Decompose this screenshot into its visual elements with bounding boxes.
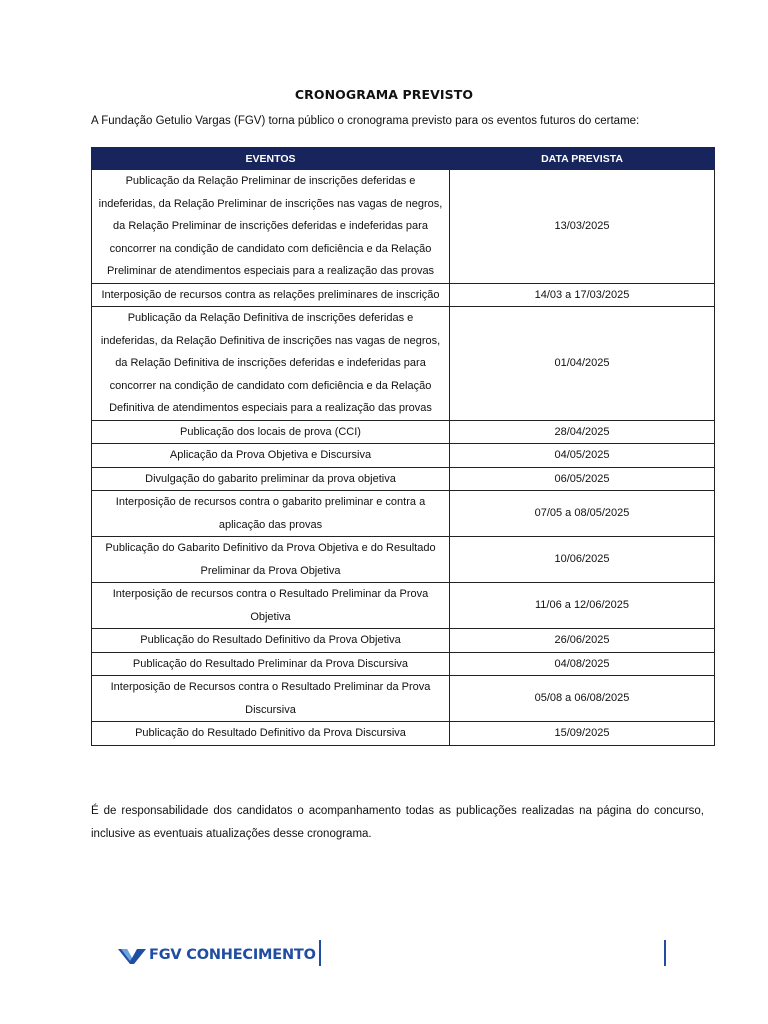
column-header-date: DATA PREVISTA (450, 148, 715, 170)
event-cell: Publicação do Resultado Definitivo da Prova Objetiva (92, 629, 450, 653)
date-cell: 06/05/2025 (450, 467, 715, 491)
table-row (92, 652, 715, 676)
column-header-events: EVENTOS (92, 148, 450, 170)
table-header-row (92, 148, 715, 170)
event-cell: Publicação do Gabarito Definitivo da Prova Objetiva e do Resultado Preliminar da Prova Objetiva (92, 537, 450, 583)
schedule-table (91, 147, 715, 746)
fgv-arrow-logo-icon (118, 945, 146, 965)
date-cell: 14/03 a 17/03/2025 (450, 283, 715, 307)
event-cell: Publicação do Resultado Preliminar da Prova Discursiva (92, 652, 450, 676)
event-cell: Interposição de recursos contra o Resultado Preliminar da Prova Objetiva (92, 583, 450, 629)
table-row (92, 722, 715, 746)
date-cell: 28/04/2025 (450, 420, 715, 444)
logo-text: FGV CONHECIMENTO (149, 947, 316, 963)
fgv-logo (118, 944, 316, 966)
footer-divider-left (319, 940, 321, 966)
table-row (92, 583, 715, 629)
date-cell: 04/08/2025 (450, 652, 715, 676)
date-cell: 01/04/2025 (450, 307, 715, 421)
table-row (92, 537, 715, 583)
event-cell: Publicação da Relação Definitiva de inscrições deferidas e indeferidas, da Relação Definitiva de inscrições nas vagas de negros, da Relação Definitiva de inscrições deferidas e indeferidas para concorrer na condição de candidato com deficiência e da Relação Definitiva de atendimentos especiais para a realização das provas (92, 307, 450, 421)
footer-note: É de responsabilidade dos candidatos o acompanhamento todas as publicações realizadas na página do concurso, inclusive as eventuais atualizações desse cronograma. (91, 805, 704, 840)
table-row (92, 170, 715, 284)
date-cell: 15/09/2025 (450, 722, 715, 746)
table-row (92, 491, 715, 537)
date-cell: 04/05/2025 (450, 444, 715, 468)
event-cell: Publicação do Resultado Definitivo da Prova Discursiva (92, 722, 450, 746)
date-cell: 11/06 a 12/06/2025 (450, 583, 715, 629)
event-cell: Interposição de recursos contra as relações preliminares de inscrição (92, 283, 450, 307)
event-cell: Divulgação do gabarito preliminar da prova objetiva (92, 467, 450, 491)
date-cell: 10/06/2025 (450, 537, 715, 583)
table-row (92, 307, 715, 421)
table-row (92, 420, 715, 444)
event-cell: Aplicação da Prova Objetiva e Discursiva (92, 444, 450, 468)
date-cell: 26/06/2025 (450, 629, 715, 653)
footer-divider-right (664, 940, 666, 966)
intro-text: A Fundação Getulio Vargas (FGV) torna público o cronograma previsto para os eventos futuros do certame: (91, 115, 640, 127)
table-row (92, 676, 715, 722)
table-row (92, 467, 715, 491)
page-title: CRONOGRAMA PREVISTO (294, 87, 474, 102)
table-row (92, 283, 715, 307)
event-cell: Interposição de Recursos contra o Resultado Preliminar da Prova Discursiva (92, 676, 450, 722)
table-row (92, 444, 715, 468)
event-cell: Publicação dos locais de prova (CCI) (92, 420, 450, 444)
table-row (92, 629, 715, 653)
date-cell: 13/03/2025 (450, 170, 715, 284)
schedule-table-body (92, 170, 715, 746)
event-cell: Interposição de recursos contra o gabarito preliminar e contra a aplicação das provas (92, 491, 450, 537)
event-cell: Publicação da Relação Preliminar de inscrições deferidas e indeferidas, da Relação Preliminar de inscrições nas vagas de negros, da Relação Preliminar de inscrições deferidas e indeferidas para concorrer na condição de candidato com deficiência e da Relação Preliminar de atendimentos especiais para a realização das provas (92, 170, 450, 284)
date-cell: 05/08 a 06/08/2025 (450, 676, 715, 722)
date-cell: 07/05 a 08/05/2025 (450, 491, 715, 537)
